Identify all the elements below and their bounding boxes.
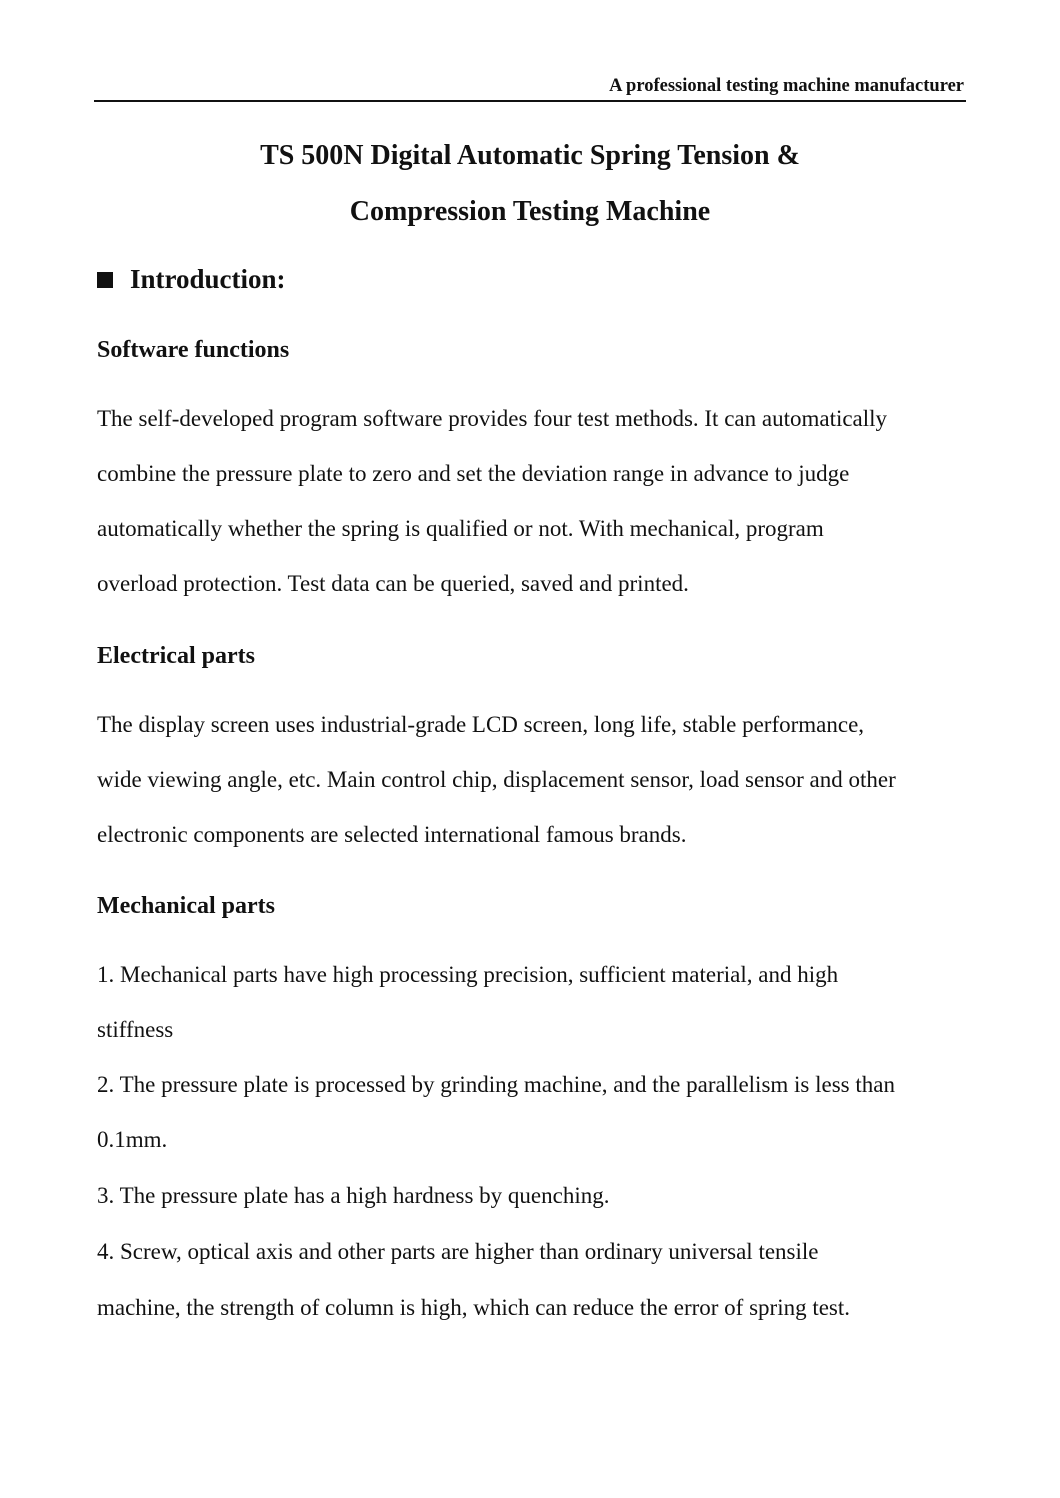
mechanical-line-7: machine, the strength of column is high, which can reduce the error of spring test.: [97, 1295, 851, 1320]
introduction-heading-text: Introduction:: [130, 264, 286, 294]
document-title-line-2: Compression Testing Machine: [349, 196, 711, 227]
mechanical-line-2: stiffness: [97, 1017, 174, 1042]
mechanical-line-1: 1. Mechanical parts have high processing precision, sufficient material, and high: [97, 962, 839, 987]
software-line-1: The self-developed program software provides four test methods. It can automatically: [97, 406, 888, 431]
software-line-3: automatically whether the spring is qualified or not. With mechanical, program: [97, 516, 824, 541]
mechanical-parts-heading: Mechanical parts: [97, 893, 275, 919]
software-functions-heading: Software functions: [97, 337, 290, 363]
software-line-2: combine the pressure plate to zero and set the deviation range in advance to judge: [97, 461, 850, 486]
document-title-line-1: TS 500N Digital Automatic Spring Tension &: [260, 140, 800, 171]
electrical-line-3: electronic components are selected international famous brands.: [97, 822, 687, 847]
header-rule: [94, 100, 966, 102]
mechanical-line-3: 2. The pressure plate is processed by grinding machine, and the parallelism is less than: [97, 1072, 895, 1097]
mechanical-line-6: 4. Screw, optical axis and other parts are higher than ordinary universal tensile: [97, 1239, 819, 1264]
software-line-4: overload protection. Test data can be queried, saved and printed.: [97, 571, 689, 596]
square-bullet-icon: [97, 272, 113, 288]
electrical-parts-heading: Electrical parts: [97, 643, 255, 669]
electrical-line-2: wide viewing angle, etc. Main control chip, displacement sensor, load sensor and other: [97, 767, 896, 792]
electrical-line-1: The display screen uses industrial-grade LCD screen, long life, stable performance,: [97, 712, 865, 737]
mechanical-line-4: 0.1mm.: [97, 1127, 168, 1152]
introduction-heading: [97, 264, 286, 295]
page-header-tagline: A professional testing machine manufacturer: [609, 76, 964, 96]
mechanical-line-5: 3. The pressure plate has a high hardness by quenching.: [97, 1183, 610, 1208]
